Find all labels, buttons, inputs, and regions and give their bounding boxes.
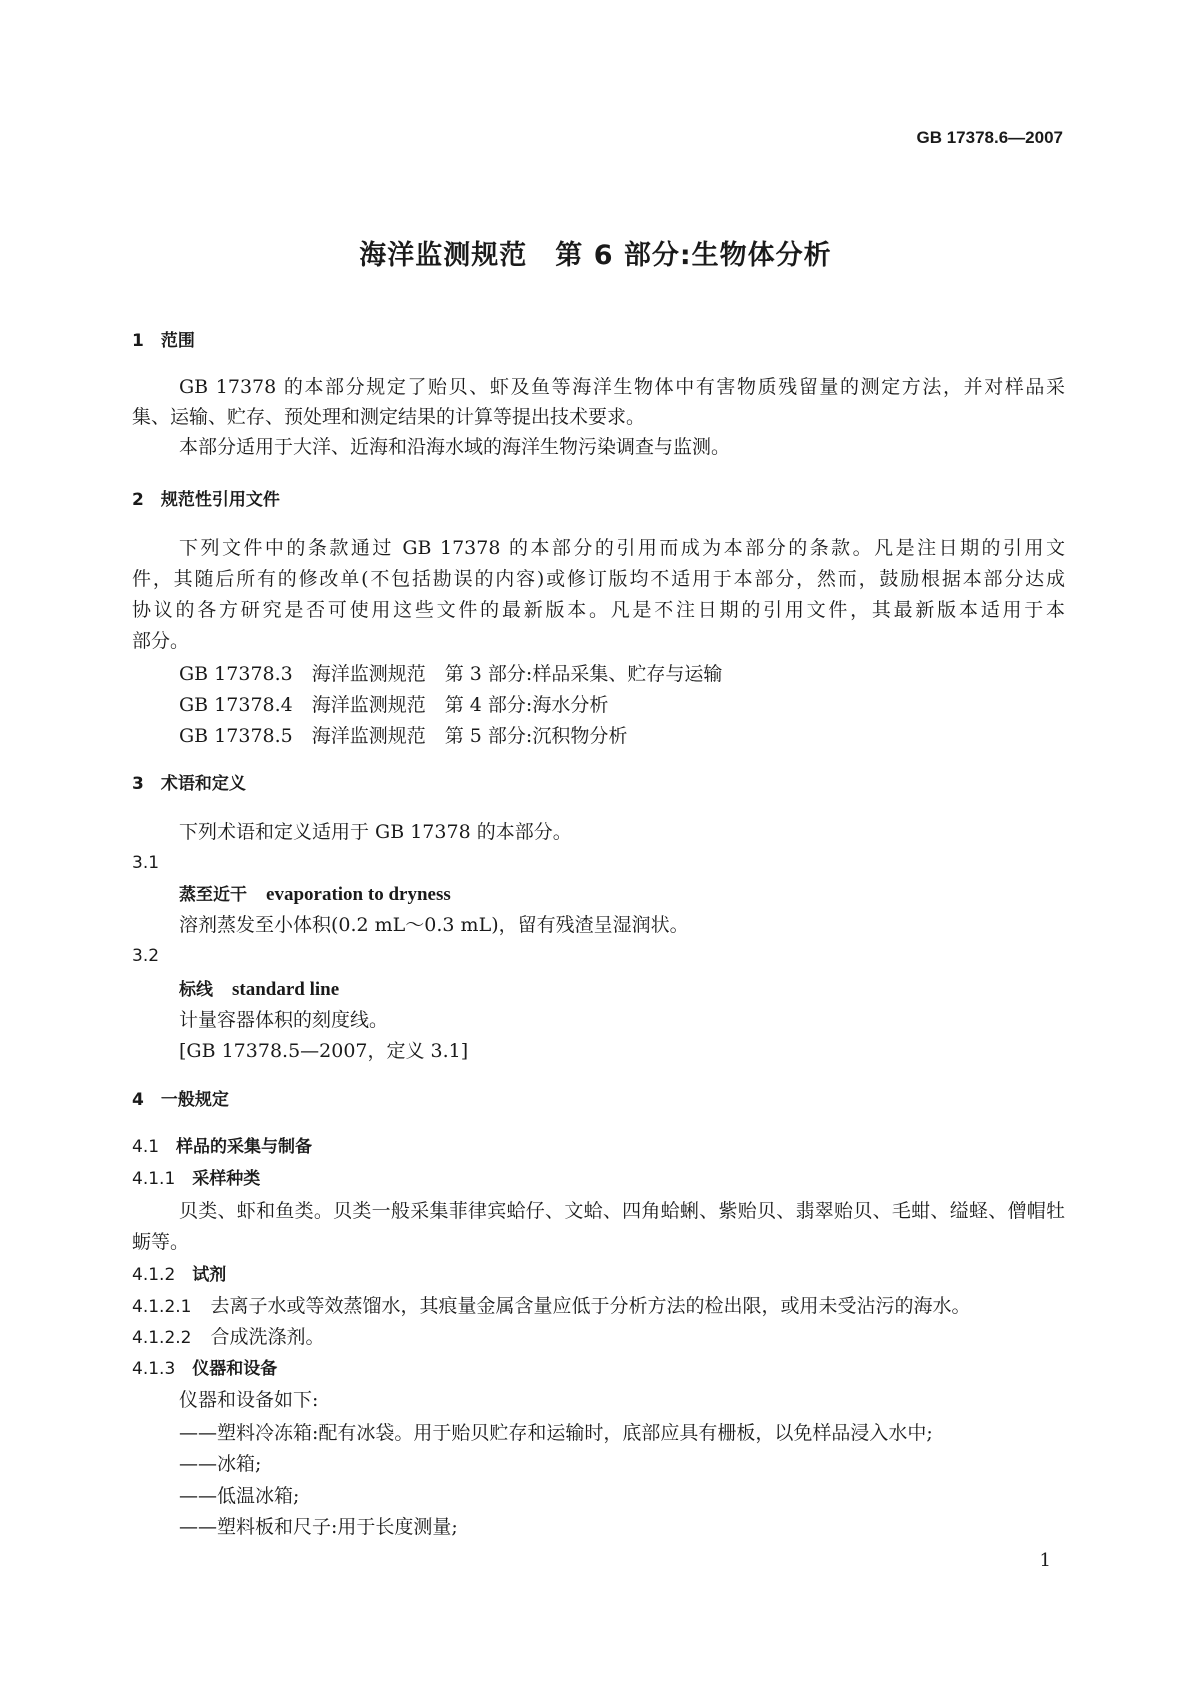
- paragraph-line: 件，其随后所有的修改单(不包括勘误的内容)或修订版均不适用于本部分，然而，鼓励根据本部分达成: [132, 568, 1065, 590]
- section-4-heading: [132, 1089, 229, 1111]
- subsection-heading: [132, 1264, 226, 1286]
- reference-item: GB 17378.3 海洋监测规范 第 3 部分:样品采集、贮存与运输: [179, 663, 723, 685]
- section-number: 4.1.3: [132, 1359, 176, 1379]
- term-definition: 溶剂蒸发至小体积(0.2 mL～0.3 mL)，留有残渣呈湿润状。: [179, 914, 689, 936]
- term-number: 3.1: [132, 853, 160, 873]
- document-code-header: GB 17378.6—2007: [916, 128, 1063, 147]
- section-title: 采样种类: [192, 1169, 261, 1189]
- term-heading: [179, 978, 339, 1001]
- term-definition: 计量容器体积的刻度线。: [179, 1009, 389, 1031]
- paragraph-line: 部分。: [132, 630, 190, 652]
- term-number: 3.2: [132, 946, 160, 966]
- reference-item: GB 17378.4 海洋监测规范 第 4 部分:海水分析: [179, 694, 609, 716]
- list-item: ——冰箱;: [179, 1453, 262, 1475]
- reference-item: GB 17378.5 海洋监测规范 第 5 部分:沉积物分析: [179, 725, 628, 747]
- section-title: 术语和定义: [160, 774, 246, 794]
- paragraph-line: 贝类、虾和鱼类。贝类一般采集菲律宾蛤仔、文蛤、四角蛤蜊、紫贻贝、翡翠贻贝、毛蚶、缢蛏、僧帽牡: [179, 1200, 1065, 1222]
- section-title: 样品的采集与制备: [176, 1137, 313, 1157]
- clause-number: 4.1.2.2: [132, 1328, 192, 1348]
- section-title: 范围: [160, 331, 195, 351]
- term-en: evaporation to dryness: [266, 884, 451, 905]
- clause-number: 4.1.2.1: [132, 1297, 192, 1317]
- term-heading: [179, 883, 451, 906]
- paragraph-line: 下列文件中的条款通过 GB 17378 的本部分的引用而成为本部分的条款。凡是注日期的引用文: [179, 537, 1065, 559]
- paragraph-line: 本部分适用于大洋、近海和沿海水域的海洋生物污染调查与监测。: [179, 436, 731, 458]
- paragraph-line: GB 17378 的本部分规定了贻贝、虾及鱼等海洋生物体中有害物质残留量的测定方法，并对样品采: [179, 376, 1065, 398]
- section-title: 规范性引用文件: [160, 490, 280, 510]
- list-item: ——塑料冷冻箱:配有冰袋。用于贻贝贮存和运输时，底部应具有栅板，以免样品浸入水中;: [179, 1422, 933, 1444]
- section-title: 一般规定: [160, 1090, 229, 1110]
- term-zh: 标线: [179, 980, 213, 1000]
- section-number: 4: [132, 1090, 144, 1110]
- term-en: standard line: [232, 979, 340, 1000]
- section-number: 3: [132, 774, 144, 794]
- term-source: [GB 17378.5—2007，定义 3.1]: [179, 1040, 469, 1062]
- section-title: 仪器和设备: [192, 1359, 278, 1379]
- paragraph-line: 仪器和设备如下:: [179, 1389, 319, 1411]
- paragraph-line: 蛎等。: [132, 1231, 190, 1253]
- list-item: ——低温冰箱;: [179, 1485, 300, 1507]
- section-title: 试剂: [192, 1265, 227, 1285]
- section-1-heading: [132, 330, 195, 352]
- paragraph-line: 协议的各方研究是否可使用这些文件的最新版本。凡是不注日期的引用文件，其最新版本适用于本: [132, 599, 1065, 621]
- section-number: 2: [132, 490, 144, 510]
- clause: [132, 1326, 325, 1349]
- clause-text: 合成洗涤剂。: [210, 1326, 325, 1348]
- section-number: 4.1.2: [132, 1265, 176, 1285]
- section-number: 4.1: [132, 1137, 160, 1157]
- term-zh: 蒸至近干: [179, 885, 247, 905]
- page-number: 1: [1039, 1550, 1051, 1571]
- list-item: ——塑料板和尺子:用于长度测量;: [179, 1516, 458, 1538]
- subsection-heading: [132, 1358, 277, 1380]
- section-2-heading: [132, 489, 280, 511]
- subsection-heading: [132, 1136, 312, 1158]
- section-3-heading: [132, 773, 246, 795]
- section-number: 1: [132, 331, 144, 351]
- section-number: 4.1.1: [132, 1169, 176, 1189]
- paragraph-line: 集、运输、贮存、预处理和测定结果的计算等提出技术要求。: [132, 406, 646, 428]
- subsection-heading: [132, 1168, 260, 1190]
- paragraph-line: 下列术语和定义适用于 GB 17378 的本部分。: [179, 821, 572, 843]
- document-title: 海洋监测规范 第 6 部分:生物体分析: [359, 240, 832, 271]
- clause-text: 去离子水或等效蒸馏水，其痕量金属含量应低于分析方法的检出限，或用未受沾污的海水。: [210, 1295, 971, 1317]
- clause: [132, 1295, 971, 1318]
